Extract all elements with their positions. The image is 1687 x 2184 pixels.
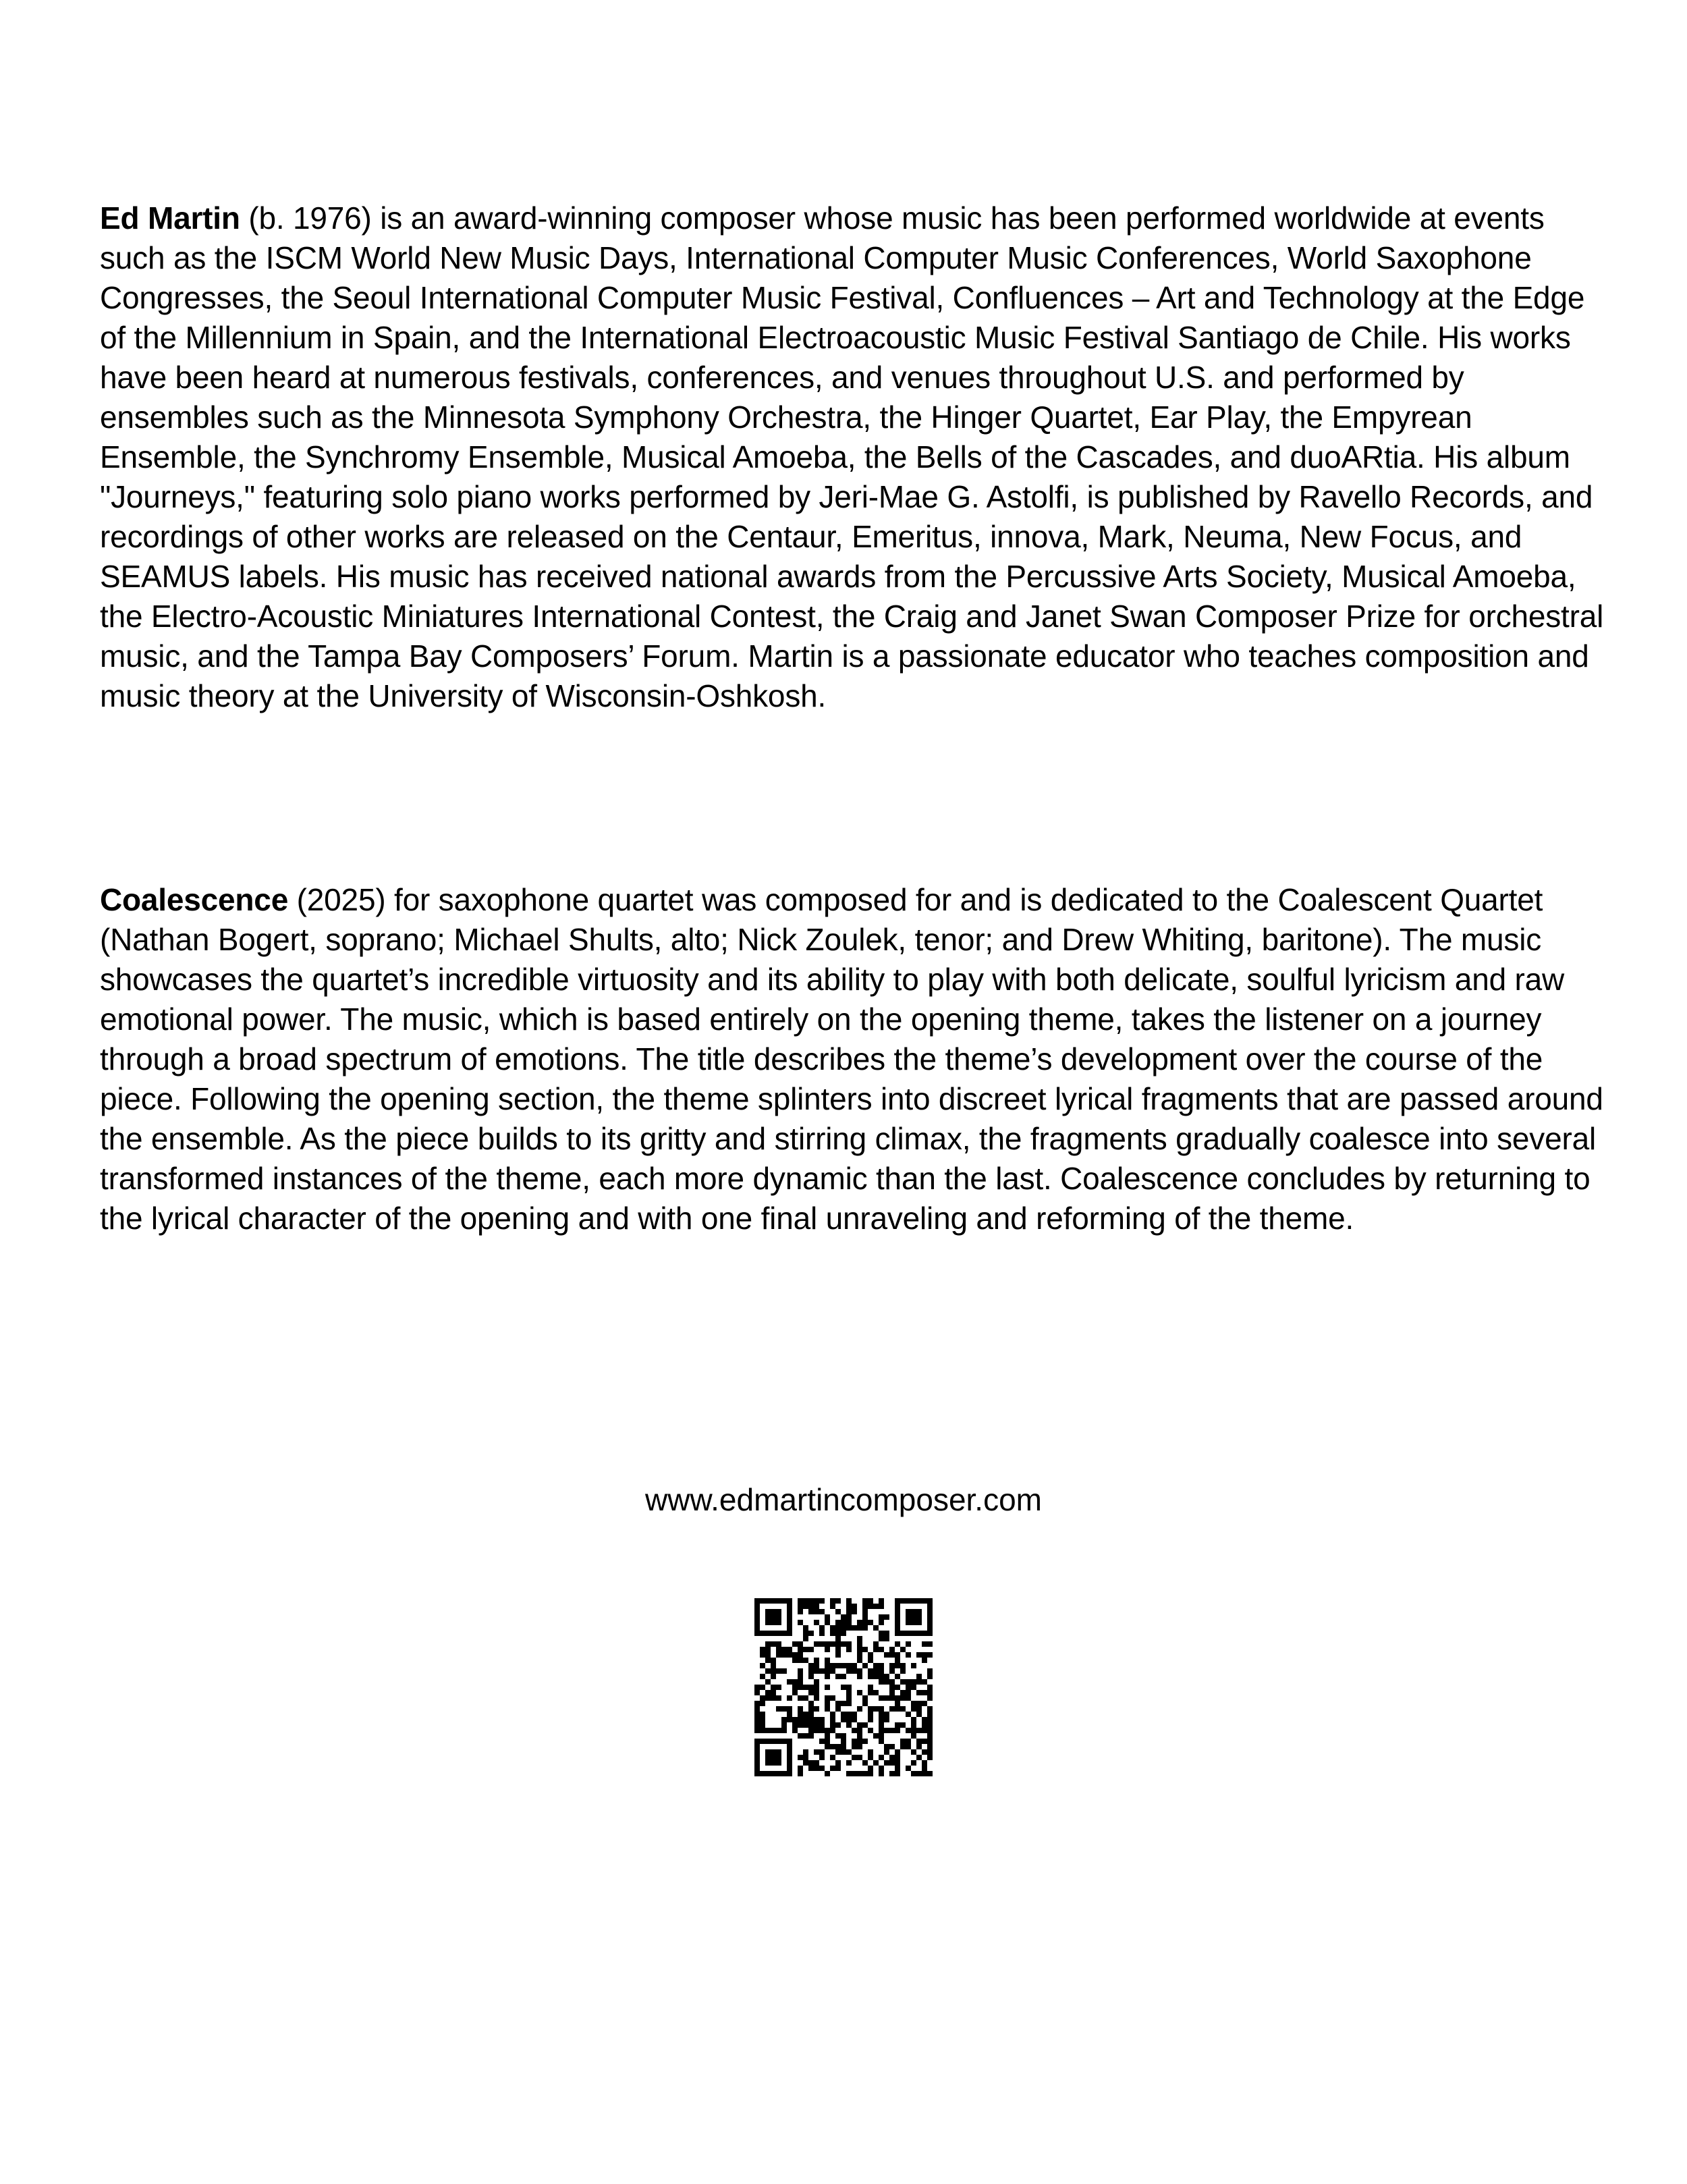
composer-bio-text: (b. 1976) is an award-winning composer whose music has been performed worldwide at events such as the ISCM World New Music Days, International Computer Music Conferences, World Saxophone Congresses, the Seoul International Computer Music Festival, Confluences – Art and Technology at the Edge of the Millennium in Spain, and the International Electroacoustic Music Festival Santiago de Chile. His works have been heard at numerous festivals, conferences, and venues throughout U.S. and performed by ensembles such as the Minnesota Symphony Orchestra, the Hinger Quartet, Ear Play, the Empyrean Ensemble, the Synchromy Ensemble, Musical Amoeba, the Bells of the Cascades, and duoARtia. His album "Journeys," featuring solo piano works performed by Jeri-Mae G. Astolfi, is published by Ravello Records, and recordings of other works are released on the Centaur, Emeritus, innova, Mark, Neuma, New Focus, and SEAMUS labels. His music has received national awards from the Percussive Arts Society, Musical Amoeba, the Electro-Acoustic Miniatures International Contest, the Craig and Janet Swan Composer Prize for orchestral music, and the Tampa Bay Composers’ Forum. Martin is a passionate educator who teaches composition and music theory at the University of Wisconsin-Oshkosh.: [100, 200, 1604, 713]
composer-name: Ed Martin: [100, 200, 240, 236]
program-note: [100, 880, 1605, 1238]
website-link[interactable]: www.edmartincomposer.com: [645, 1482, 1042, 1517]
program-note-text: (2025) for saxophone quartet was composed for and is dedicated to the Coalescent Quartet (Nathan Bogert, soprano; Michael Shults, alto; Nick Zoulek, tenor; and Drew Whiting, baritone). The music showcases the quartet’s incredible virtuosity and its ability to play with both delicate, soulful lyricism and raw emotional power. The music, which is based entirely on the opening theme, takes the listener on a journey through a broad spectrum of emotions. The title describes the theme’s development over the course of the piece. Following the opening section, the theme splinters into discreet lyrical fragments that are passed around the ensemble. As the piece builds to its gritty and stirring climax, the fragments gradually coalesce into several transformed instances of the theme, each more dynamic than the last. Coalescence concludes by returning to the lyrical character of the opening and with one final unraveling and reforming of the theme.: [100, 882, 1603, 1236]
piece-title: Coalescence: [100, 882, 289, 917]
composer-bio: [100, 198, 1605, 716]
qr-code-icon[interactable]: [754, 1598, 933, 1776]
